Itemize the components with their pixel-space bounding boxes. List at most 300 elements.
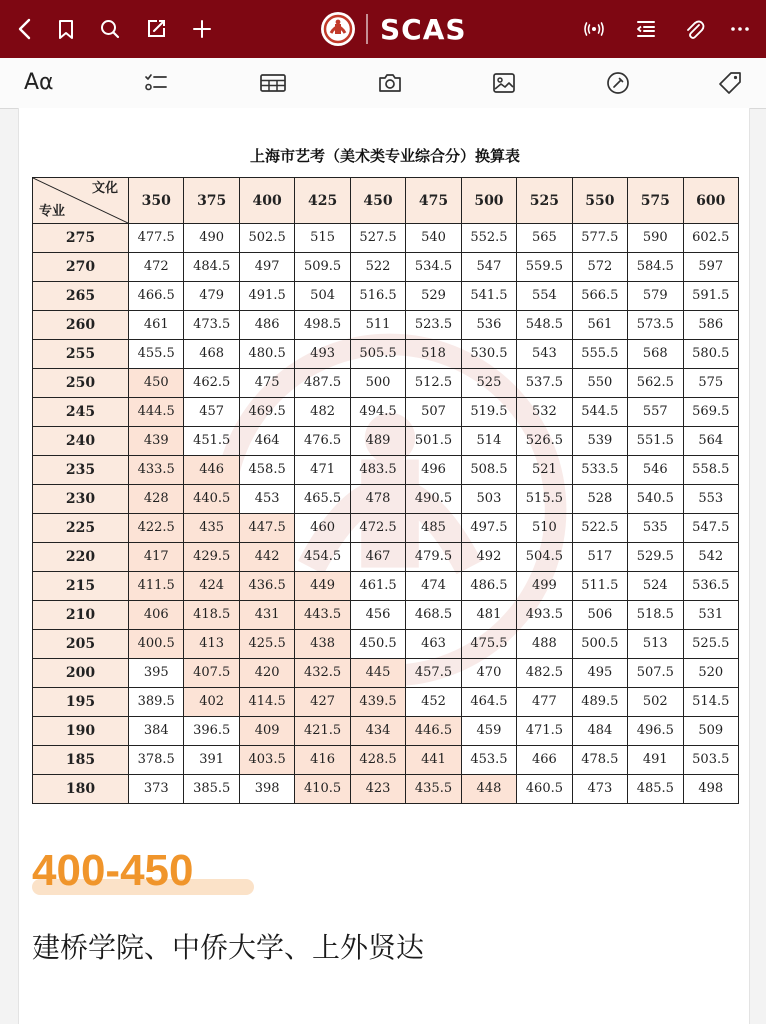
row-header: 200 <box>33 659 129 688</box>
table-icon[interactable] <box>259 69 287 97</box>
table-cell: 513 <box>628 630 683 659</box>
table-cell: 407.5 <box>184 659 239 688</box>
table-cell: 438 <box>295 630 350 659</box>
table-cell: 459 <box>461 717 516 746</box>
table-cell: 492 <box>461 543 516 572</box>
table-cell: 460 <box>295 514 350 543</box>
image-icon[interactable] <box>490 69 518 97</box>
table-cell: 525.5 <box>683 630 738 659</box>
table-cell: 553 <box>683 485 738 514</box>
table-cell: 473 <box>572 775 627 804</box>
table-cell: 424 <box>184 572 239 601</box>
table-cell: 488 <box>517 630 572 659</box>
table-row <box>33 340 739 369</box>
table-cell: 516.5 <box>350 282 405 311</box>
table-cell: 422.5 <box>129 514 184 543</box>
table-cell: 445 <box>350 659 405 688</box>
table-cell: 568 <box>628 340 683 369</box>
table-cell: 500 <box>350 369 405 398</box>
table-cell: 534.5 <box>406 253 461 282</box>
table-cell: 448 <box>461 775 516 804</box>
table-cell: 400.5 <box>129 630 184 659</box>
table-cell: 479 <box>184 282 239 311</box>
table-cell: 469.5 <box>239 398 294 427</box>
table-row <box>33 282 739 311</box>
table-cell: 489 <box>350 427 405 456</box>
table-cell: 573.5 <box>628 311 683 340</box>
table-cell: 464 <box>239 427 294 456</box>
table-row <box>33 427 739 456</box>
table-cell: 522.5 <box>572 514 627 543</box>
table-cell: 441 <box>406 746 461 775</box>
table-cell: 541.5 <box>461 282 516 311</box>
brand-divider <box>366 14 368 44</box>
table-cell: 463 <box>406 630 461 659</box>
table-cell: 533.5 <box>572 456 627 485</box>
table-row <box>33 485 739 514</box>
table-cell: 515.5 <box>517 485 572 514</box>
table-cell: 550 <box>572 369 627 398</box>
table-cell: 411.5 <box>129 572 184 601</box>
table-cell: 493 <box>295 340 350 369</box>
broadcast-icon[interactable] <box>580 15 608 43</box>
table-cell: 470 <box>461 659 516 688</box>
table-cell: 525 <box>461 369 516 398</box>
table-cell: 444.5 <box>129 398 184 427</box>
table-cell: 486 <box>239 311 294 340</box>
column-header: 375 <box>184 178 239 224</box>
table-cell: 385.5 <box>184 775 239 804</box>
table-cell: 509.5 <box>295 253 350 282</box>
table-cell: 431 <box>239 601 294 630</box>
table-cell: 521 <box>517 456 572 485</box>
table-cell: 552.5 <box>461 224 516 253</box>
app-header-bar <box>0 0 766 58</box>
table-cell: 457 <box>184 398 239 427</box>
table-cell: 557 <box>628 398 683 427</box>
table-cell: 497.5 <box>461 514 516 543</box>
table-cell: 602.5 <box>683 224 738 253</box>
search-icon[interactable] <box>96 15 124 43</box>
table-cell: 491 <box>628 746 683 775</box>
table-cell: 446 <box>184 456 239 485</box>
formatting-toolbar <box>0 58 766 109</box>
table-cell: 409 <box>239 717 294 746</box>
row-header: 245 <box>33 398 129 427</box>
table-header-row <box>33 178 739 224</box>
column-header: 425 <box>295 178 350 224</box>
table-cell: 490.5 <box>406 485 461 514</box>
app-brand <box>320 10 467 48</box>
table-cell: 510 <box>517 514 572 543</box>
row-header: 240 <box>33 427 129 456</box>
table-cell: 507.5 <box>628 659 683 688</box>
table-row <box>33 543 739 572</box>
outline-icon[interactable] <box>632 15 660 43</box>
row-header: 190 <box>33 717 129 746</box>
table-cell: 403.5 <box>239 746 294 775</box>
table-cell: 467 <box>350 543 405 572</box>
table-cell: 491.5 <box>239 282 294 311</box>
table-cell: 475 <box>239 369 294 398</box>
attachment-icon[interactable] <box>680 15 708 43</box>
table-cell: 402 <box>184 688 239 717</box>
checklist-icon[interactable] <box>142 69 170 97</box>
table-cell: 478.5 <box>572 746 627 775</box>
table-cell: 428 <box>129 485 184 514</box>
table-cell: 591.5 <box>683 282 738 311</box>
table-cell: 477.5 <box>129 224 184 253</box>
row-header: 195 <box>33 688 129 717</box>
table-cell: 456 <box>350 601 405 630</box>
table-cell: 442 <box>239 543 294 572</box>
table-cell: 427 <box>295 688 350 717</box>
table-cell: 529.5 <box>628 543 683 572</box>
table-cell: 391 <box>184 746 239 775</box>
table-cell: 495 <box>572 659 627 688</box>
font-style-button[interactable]: Aα <box>24 70 54 95</box>
table-cell: 421.5 <box>295 717 350 746</box>
table-row <box>33 717 739 746</box>
row-header: 180 <box>33 775 129 804</box>
table-row <box>33 601 739 630</box>
table-cell: 532 <box>517 398 572 427</box>
table-cell: 577.5 <box>572 224 627 253</box>
table-cell: 494.5 <box>350 398 405 427</box>
row-header: 250 <box>33 369 129 398</box>
table-cell: 396.5 <box>184 717 239 746</box>
table-cell: 450.5 <box>350 630 405 659</box>
table-row <box>33 746 739 775</box>
table-cell: 468 <box>184 340 239 369</box>
column-header: 550 <box>572 178 627 224</box>
score-conversion-table <box>32 177 739 804</box>
table-cell: 511 <box>350 311 405 340</box>
column-header: 450 <box>350 178 405 224</box>
table-cell: 565 <box>517 224 572 253</box>
row-header: 270 <box>33 253 129 282</box>
table-cell: 515 <box>295 224 350 253</box>
table-cell: 518.5 <box>628 601 683 630</box>
table-cell: 504 <box>295 282 350 311</box>
row-header: 185 <box>33 746 129 775</box>
table-cell: 398 <box>239 775 294 804</box>
table-cell: 559.5 <box>517 253 572 282</box>
table-cell: 434 <box>350 717 405 746</box>
table-cell: 508.5 <box>461 456 516 485</box>
table-cell: 528 <box>572 485 627 514</box>
row-header: 215 <box>33 572 129 601</box>
row-header: 235 <box>33 456 129 485</box>
table-cell: 449 <box>295 572 350 601</box>
table-cell: 579 <box>628 282 683 311</box>
table-cell: 439.5 <box>350 688 405 717</box>
add-icon[interactable] <box>188 15 216 43</box>
table-cell: 474 <box>406 572 461 601</box>
table-cell: 518 <box>406 340 461 369</box>
table-cell: 410.5 <box>295 775 350 804</box>
table-cell: 464.5 <box>461 688 516 717</box>
table-cell: 435 <box>184 514 239 543</box>
table-cell: 529 <box>406 282 461 311</box>
table-cell: 496.5 <box>628 717 683 746</box>
table-cell: 389.5 <box>129 688 184 717</box>
pen-icon[interactable] <box>604 69 632 97</box>
table-cell: 501.5 <box>406 427 461 456</box>
table-cell: 432.5 <box>295 659 350 688</box>
table-cell: 519.5 <box>461 398 516 427</box>
table-row <box>33 456 739 485</box>
table-cell: 485.5 <box>628 775 683 804</box>
table-row <box>33 572 739 601</box>
table-row <box>33 311 739 340</box>
table-cell: 506 <box>572 601 627 630</box>
tag-icon[interactable] <box>716 69 744 97</box>
table-cell: 428.5 <box>350 746 405 775</box>
corner-label-culture: 文化 <box>91 181 118 196</box>
table-cell: 413 <box>184 630 239 659</box>
table-cell: 465.5 <box>295 485 350 514</box>
column-header: 525 <box>517 178 572 224</box>
table-cell: 373 <box>129 775 184 804</box>
row-header: 220 <box>33 543 129 572</box>
table-cell: 517 <box>572 543 627 572</box>
table-cell: 520 <box>683 659 738 688</box>
table-row <box>33 398 739 427</box>
table-cell: 436.5 <box>239 572 294 601</box>
row-header: 255 <box>33 340 129 369</box>
column-header: 400 <box>239 178 294 224</box>
table-cell: 423 <box>350 775 405 804</box>
table-cell: 523.5 <box>406 311 461 340</box>
table-cell: 562.5 <box>628 369 683 398</box>
table-cell: 522 <box>350 253 405 282</box>
table-cell: 472.5 <box>350 514 405 543</box>
table-cell: 547 <box>461 253 516 282</box>
table-cell: 527.5 <box>350 224 405 253</box>
table-cell: 417 <box>129 543 184 572</box>
table-cell: 452 <box>406 688 461 717</box>
row-header: 265 <box>33 282 129 311</box>
table-cell: 477 <box>517 688 572 717</box>
table-title: 上海市艺考（美术类专业综合分）换算表 <box>32 134 738 178</box>
table-cell: 555.5 <box>572 340 627 369</box>
table-cell: 457.5 <box>406 659 461 688</box>
table-cell: 479.5 <box>406 543 461 572</box>
table-cell: 503.5 <box>683 746 738 775</box>
score-range-heading: 400-450 <box>32 846 194 895</box>
table-cell: 572 <box>572 253 627 282</box>
table-cell: 487.5 <box>295 369 350 398</box>
table-cell: 471.5 <box>517 717 572 746</box>
table-cell: 450 <box>129 369 184 398</box>
table-cell: 548.5 <box>517 311 572 340</box>
table-row <box>33 688 739 717</box>
table-cell: 440.5 <box>184 485 239 514</box>
table-cell: 590 <box>628 224 683 253</box>
camera-icon[interactable] <box>376 69 404 97</box>
table-cell: 496 <box>406 456 461 485</box>
table-cell: 530.5 <box>461 340 516 369</box>
table-cell: 414.5 <box>239 688 294 717</box>
table-cell: 406 <box>129 601 184 630</box>
table-cell: 575 <box>683 369 738 398</box>
table-cell: 561 <box>572 311 627 340</box>
table-cell: 482 <box>295 398 350 427</box>
table-cell: 546 <box>628 456 683 485</box>
table-cell: 535 <box>628 514 683 543</box>
table-cell: 416 <box>295 746 350 775</box>
column-header: 475 <box>406 178 461 224</box>
table-cell: 493.5 <box>517 601 572 630</box>
table-cell: 536.5 <box>683 572 738 601</box>
schools-list: 建桥学院、中侨大学、上外贤达 <box>32 931 425 964</box>
table-cell: 458.5 <box>239 456 294 485</box>
table-cell: 485 <box>406 514 461 543</box>
table-cell: 504.5 <box>517 543 572 572</box>
table-cell: 540 <box>406 224 461 253</box>
table-cell: 580.5 <box>683 340 738 369</box>
table-cell: 514.5 <box>683 688 738 717</box>
table-cell: 462.5 <box>184 369 239 398</box>
table-cell: 526.5 <box>517 427 572 456</box>
table-cell: 566.5 <box>572 282 627 311</box>
table-cell: 542 <box>683 543 738 572</box>
table-cell: 489.5 <box>572 688 627 717</box>
table-cell: 509 <box>683 717 738 746</box>
table-cell: 425.5 <box>239 630 294 659</box>
table-cell: 569.5 <box>683 398 738 427</box>
table-row <box>33 224 739 253</box>
table-cell: 429.5 <box>184 543 239 572</box>
table-cell: 480.5 <box>239 340 294 369</box>
table-cell: 476.5 <box>295 427 350 456</box>
table-cell: 498.5 <box>295 311 350 340</box>
more-icon[interactable] <box>726 15 754 43</box>
row-header: 230 <box>33 485 129 514</box>
table-cell: 547.5 <box>683 514 738 543</box>
table-cell: 395 <box>129 659 184 688</box>
row-header: 210 <box>33 601 129 630</box>
table-cell: 453.5 <box>461 746 516 775</box>
table-cell: 512.5 <box>406 369 461 398</box>
table-cell: 481 <box>461 601 516 630</box>
table-cell: 468.5 <box>406 601 461 630</box>
table-cell: 502 <box>628 688 683 717</box>
table-cell: 544.5 <box>572 398 627 427</box>
column-header: 350 <box>129 178 184 224</box>
table-cell: 475.5 <box>461 630 516 659</box>
row-header: 225 <box>33 514 129 543</box>
table-cell: 443.5 <box>295 601 350 630</box>
table-cell: 499 <box>517 572 572 601</box>
table-cell: 454.5 <box>295 543 350 572</box>
table-cell: 584.5 <box>628 253 683 282</box>
column-header: 575 <box>628 178 683 224</box>
table-row <box>33 253 739 282</box>
table-cell: 490 <box>184 224 239 253</box>
table-cell: 554 <box>517 282 572 311</box>
table-cell: 502.5 <box>239 224 294 253</box>
edit-icon[interactable] <box>142 15 170 43</box>
table-cell: 539 <box>572 427 627 456</box>
table-cell: 511.5 <box>572 572 627 601</box>
table-cell: 447.5 <box>239 514 294 543</box>
table-cell: 466 <box>517 746 572 775</box>
table-cell: 558.5 <box>683 456 738 485</box>
table-row <box>33 369 739 398</box>
table-cell: 473.5 <box>184 311 239 340</box>
table-cell: 543 <box>517 340 572 369</box>
table-body <box>33 224 739 804</box>
table-row <box>33 514 739 543</box>
row-header: 260 <box>33 311 129 340</box>
table-cell: 500.5 <box>572 630 627 659</box>
table-cell: 536 <box>461 311 516 340</box>
table-row <box>33 659 739 688</box>
table-cell: 514 <box>461 427 516 456</box>
table-cell: 378.5 <box>129 746 184 775</box>
table-cell: 453 <box>239 485 294 514</box>
table-cell: 540.5 <box>628 485 683 514</box>
table-cell: 524 <box>628 572 683 601</box>
table-cell: 483.5 <box>350 456 405 485</box>
table-cell: 497 <box>239 253 294 282</box>
table-row <box>33 630 739 659</box>
table-corner-cell <box>33 178 129 224</box>
table-cell: 471 <box>295 456 350 485</box>
table-cell: 384 <box>129 717 184 746</box>
brand-name: SCAS <box>380 12 467 46</box>
table-cell: 597 <box>683 253 738 282</box>
table-cell: 472 <box>129 253 184 282</box>
row-header: 205 <box>33 630 129 659</box>
table-cell: 482.5 <box>517 659 572 688</box>
table-cell: 461 <box>129 311 184 340</box>
bookmark-icon[interactable] <box>52 15 80 43</box>
table-cell: 435.5 <box>406 775 461 804</box>
table-cell: 551.5 <box>628 427 683 456</box>
table-cell: 446.5 <box>406 717 461 746</box>
table-cell: 460.5 <box>517 775 572 804</box>
corner-label-major: 专业 <box>39 204 66 219</box>
table-cell: 484.5 <box>184 253 239 282</box>
table-cell: 564 <box>683 427 738 456</box>
back-icon[interactable] <box>12 15 40 43</box>
table-cell: 498 <box>683 775 738 804</box>
table-cell: 466.5 <box>129 282 184 311</box>
table-cell: 451.5 <box>184 427 239 456</box>
table-cell: 418.5 <box>184 601 239 630</box>
table-cell: 420 <box>239 659 294 688</box>
brand-logo-icon <box>320 11 356 47</box>
table-cell: 486.5 <box>461 572 516 601</box>
column-header: 600 <box>683 178 738 224</box>
table-cell: 586 <box>683 311 738 340</box>
column-header: 500 <box>461 178 516 224</box>
row-header: 275 <box>33 224 129 253</box>
table-cell: 484 <box>572 717 627 746</box>
table-cell: 433.5 <box>129 456 184 485</box>
table-cell: 507 <box>406 398 461 427</box>
table-cell: 505.5 <box>350 340 405 369</box>
table-row <box>33 775 739 804</box>
table-cell: 439 <box>129 427 184 456</box>
table-cell: 537.5 <box>517 369 572 398</box>
table-cell: 503 <box>461 485 516 514</box>
table-cell: 531 <box>683 601 738 630</box>
table-cell: 461.5 <box>350 572 405 601</box>
